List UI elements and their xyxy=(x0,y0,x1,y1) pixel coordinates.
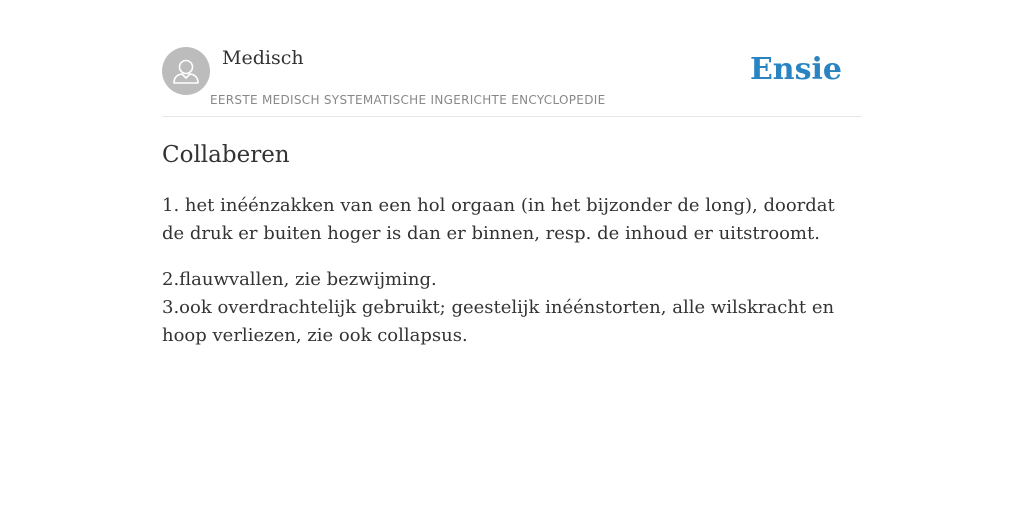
page-title: Collaberen xyxy=(162,142,290,168)
header xyxy=(162,46,862,117)
article-body xyxy=(162,192,852,350)
avatar[interactable] xyxy=(162,47,210,95)
definition-line-2: 2.flauwvallen, zie bezwijming. xyxy=(162,269,437,290)
user-silhouette-icon xyxy=(162,47,210,95)
author-name[interactable]: Medisch xyxy=(222,47,304,69)
author-subtitle: EERSTE MEDISCH SYSTEMATISCHE INGERICHTE ENCYCLOPEDIE xyxy=(210,93,606,107)
definition-paragraph-1: 1. het inéénzakken van een hol orgaan (in het bijzonder de long), doordat de druk er buiten hoger is dan er binnen, resp. de inhoud er uitstroomt. xyxy=(162,195,835,244)
definition-line-3: 3.ook overdrachtelijk gebruikt; geestelijk inéénstorten, alle wilskracht en hoop verliezen, zie ook collapsus. xyxy=(162,297,835,346)
brand-logo[interactable]: Ensie xyxy=(749,52,842,87)
definition-paragraph-2 xyxy=(162,266,852,350)
